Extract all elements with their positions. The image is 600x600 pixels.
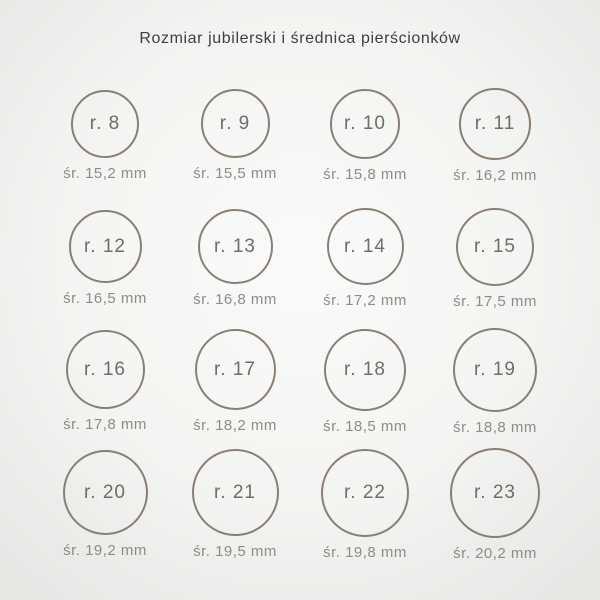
ring-size-label: r. 12	[84, 235, 126, 257]
ring-cell	[170, 443, 300, 566]
ring-cell	[40, 443, 170, 566]
ring-circle	[198, 209, 273, 284]
ring-cell	[170, 320, 300, 443]
ring-cell	[170, 74, 300, 197]
ring-cell	[430, 197, 560, 320]
ring-diameter-label: śr. 18,5 mm	[323, 417, 407, 435]
ring-circle	[321, 449, 409, 537]
ring-diameter-label: śr. 16,2 mm	[453, 166, 537, 184]
ring-size-label: r. 10	[344, 112, 386, 134]
ring-circle	[456, 208, 534, 286]
ring-size-label: r. 15	[474, 235, 516, 257]
ring-diameter-label: śr. 15,5 mm	[193, 165, 277, 182]
ring-cell	[300, 443, 430, 566]
ring-size-label: r. 22	[344, 481, 386, 503]
ring-diameter-label: śr. 15,2 mm	[63, 164, 147, 182]
ring-size-label: r. 11	[474, 112, 516, 134]
ring-cell	[40, 197, 170, 320]
ring-circle	[459, 88, 531, 160]
ring-circle	[324, 329, 406, 411]
ring-diameter-label: śr. 15,8 mm	[323, 165, 407, 183]
ring-circle	[66, 330, 145, 409]
ring-diameter-label: śr. 16,8 mm	[193, 291, 277, 308]
ring-circle	[330, 89, 400, 159]
ring-cell	[430, 320, 560, 443]
ring-cell	[430, 74, 560, 197]
ring-diameter-label: śr. 17,5 mm	[453, 292, 537, 310]
ring-circle	[201, 89, 270, 158]
ring-size-label: r. 16	[84, 358, 126, 380]
ring-cell	[40, 74, 170, 197]
ring-circle	[192, 449, 279, 536]
ring-diameter-label: śr. 17,8 mm	[63, 416, 147, 433]
ring-diameter-label: śr. 16,5 mm	[63, 290, 147, 307]
ring-diameter-label: śr. 18,2 mm	[193, 417, 277, 434]
ring-diameter-label: śr. 18,8 mm	[453, 418, 537, 436]
ring-cell	[40, 320, 170, 443]
ring-size-label: r. 13	[214, 235, 256, 257]
ring-size-label: r. 8	[89, 112, 121, 134]
ring-size-label: r. 18	[344, 358, 386, 380]
ring-cell	[170, 197, 300, 320]
ring-diameter-label: śr. 20,2 mm	[453, 544, 537, 562]
ring-circle	[195, 329, 276, 410]
ring-cell	[300, 74, 430, 197]
ring-diameter-label: śr. 17,2 mm	[323, 292, 407, 309]
ring-size-label: r. 21	[214, 481, 256, 503]
ring-size-label: r. 19	[474, 358, 516, 380]
ring-size-label: r. 20	[84, 481, 126, 503]
ring-circle	[450, 448, 540, 538]
page-title: Rozmiar jubilerski i średnica pierścionków	[139, 30, 461, 47]
ring-grid	[40, 74, 560, 566]
ring-circle	[327, 208, 404, 285]
ring-circle	[71, 90, 139, 158]
ring-size-label: r. 23	[474, 481, 516, 503]
ring-cell	[300, 197, 430, 320]
ring-cell	[300, 320, 430, 443]
ring-diameter-label: śr. 19,8 mm	[323, 543, 407, 561]
ring-diameter-label: śr. 19,2 mm	[63, 542, 147, 559]
ring-circle	[69, 210, 142, 283]
ring-cell	[430, 443, 560, 566]
ring-circle	[453, 328, 537, 412]
ring-circle	[63, 450, 148, 535]
ring-size-label: r. 14	[344, 235, 386, 257]
ring-size-label: r. 17	[214, 358, 256, 380]
ring-diameter-label: śr. 19,5 mm	[193, 543, 277, 560]
ring-size-label: r. 9	[219, 112, 251, 134]
